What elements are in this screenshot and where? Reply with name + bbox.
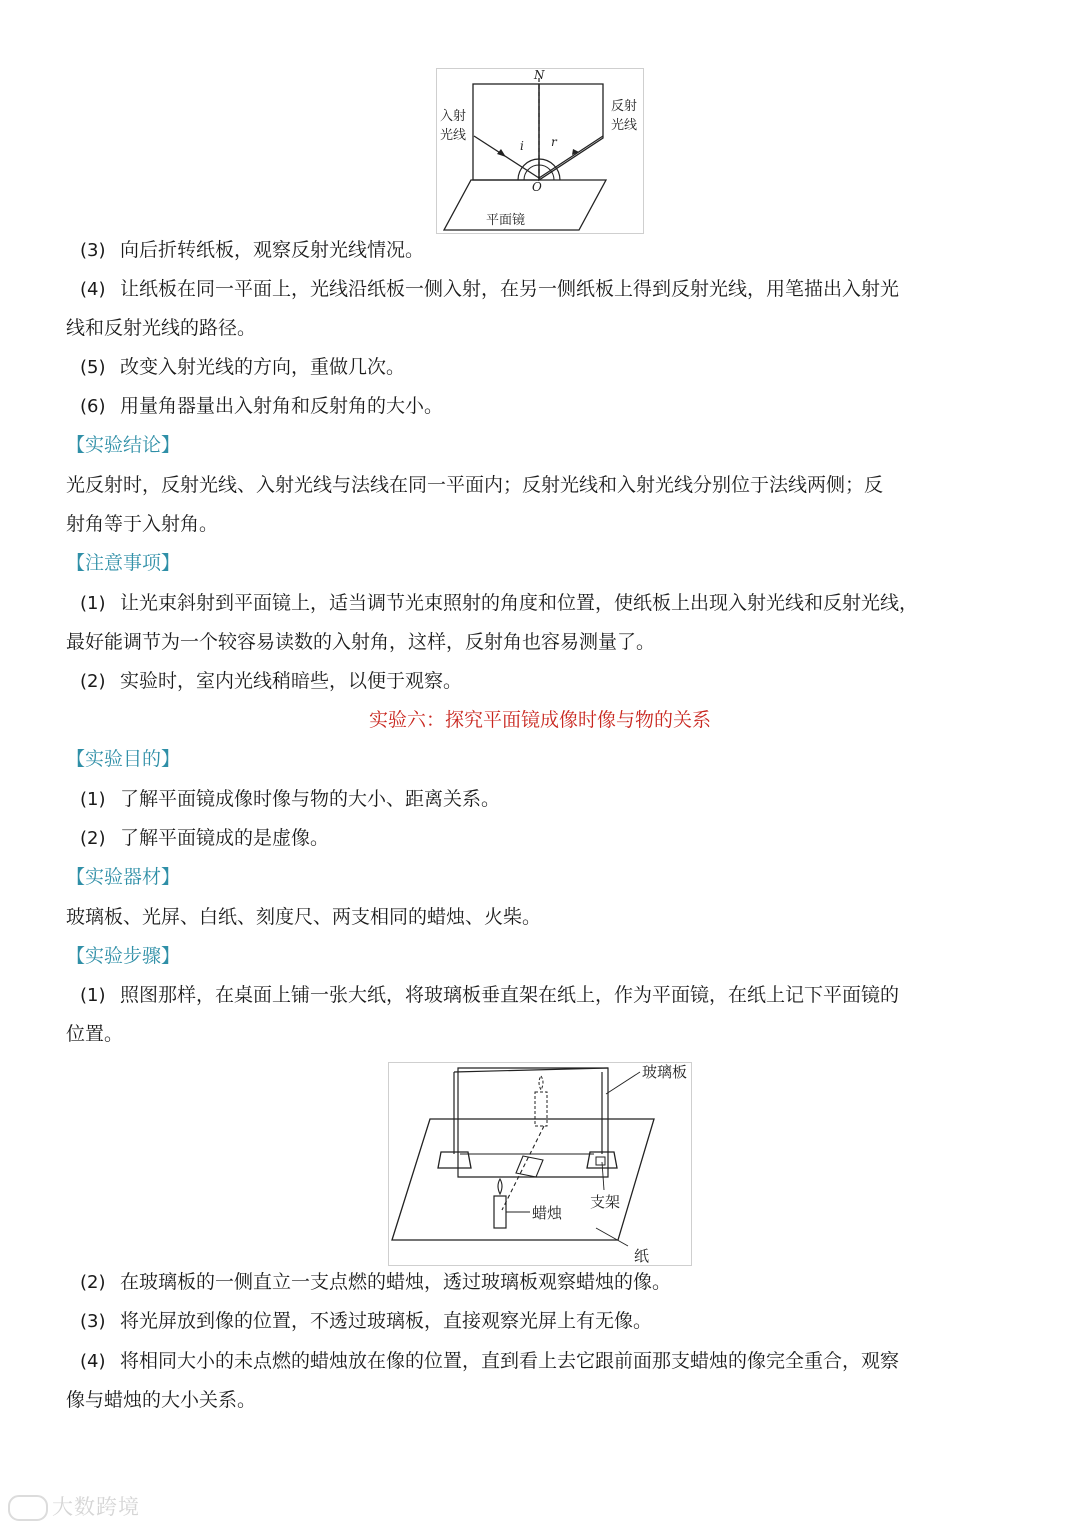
exp6-step-1-cont: 位置。 [66,1023,124,1045]
experiment-6-title: 实验六：探究平面镜成像时像与物的关系 [368,709,711,731]
exp6-step-2: (2) 在玻璃板的一侧直立一支点燃的蜡烛，透过玻璃板观察蜡烛的像。 [80,1271,672,1293]
purpose-2: (2) 了解平面镜成的是虚像。 [80,827,330,849]
label-reflected-2: 光线 [611,118,638,133]
equipment-list: 玻璃板、光屏、白纸、刻度尺、两支相同的蜡烛、火柴。 [66,906,542,928]
label-incident-2: 光线 [440,128,467,143]
label-paper: 纸 [634,1247,650,1265]
label-mirror: 平面镜 [486,213,526,228]
purpose-1: (1) 了解平面镜成像时像与物的大小、距离关系。 [80,788,501,810]
step-4-cont: 线和反射光线的路径。 [66,317,257,339]
watermark: 大数跨境 [8,1491,140,1521]
reflection-diagram [436,68,644,234]
label-incident-1: 入射 [440,109,467,124]
conclusion-line-2: 射角等于入射角。 [66,513,219,535]
exp6-step-4-cont: 像与蜡烛的大小关系。 [66,1389,257,1411]
svg-text:N: N [534,68,545,82]
watermark-logo-icon [8,1495,48,1521]
label-i: i [520,139,524,153]
label-reflected-1: 反射 [611,99,638,114]
label-stand: 支架 [590,1193,621,1211]
purpose-heading: 【实验目的】 [66,748,181,770]
reflection-figure [436,68,644,234]
note-1: (1) 让光束斜射到平面镜上，适当调节光束照射的角度和位置，使纸板上出现入射光线和反射光线， [80,592,919,614]
mirror-imaging-figure [388,1062,692,1266]
equipment-heading: 【实验器材】 [66,866,181,888]
step-4: (4) 让纸板在同一平面上，光线沿纸板一侧入射，在另一侧纸板上得到反射光线，用笔描出入射光 [80,278,900,300]
step-5: (5) 改变入射光线的方向，重做几次。 [80,356,406,378]
step-6: (6) 用量角器量出入射角和反射角的大小。 [80,395,444,417]
exp6-step-1: (1) 照图那样，在桌面上铺一张大纸，将玻璃板垂直架在纸上，作为平面镜，在纸上记下平面镜的 [80,984,900,1006]
label-glass-plate: 玻璃板 [642,1063,688,1081]
label-r: r [551,135,557,149]
exp6-step-4: (4) 将相同大小的未点燃的蜡烛放在像的位置，直到看上去它跟前面那支蜡烛的像完全重合，观察 [80,1350,900,1372]
label-candle: 蜡烛 [532,1204,563,1222]
mirror-imaging-diagram [388,1062,692,1266]
label-n [533,68,545,82]
exp6-step-3: (3) 将光屏放到像的位置，不透过玻璃板，直接观察光屏上有无像。 [80,1310,653,1332]
step-3: (3) 向后折转纸板，观察反射光线情况。 [80,239,425,261]
conclusion-line-1: 光反射时，反射光线、入射光线与法线在同一平面内；反射光线和入射光线分别位于法线两侧；反 [66,474,884,496]
label-o: O [532,180,542,194]
notes-heading: 【注意事项】 [66,552,181,574]
note-1-cont: 最好能调节为一个较容易读数的入射角，这样，反射角也容易测量了。 [66,631,656,653]
note-2: (2) 实验时，室内光线稍暗些，以便于观察。 [80,670,463,692]
conclusion-heading: 【实验结论】 [66,434,181,456]
steps-heading: 【实验步骤】 [66,945,181,967]
